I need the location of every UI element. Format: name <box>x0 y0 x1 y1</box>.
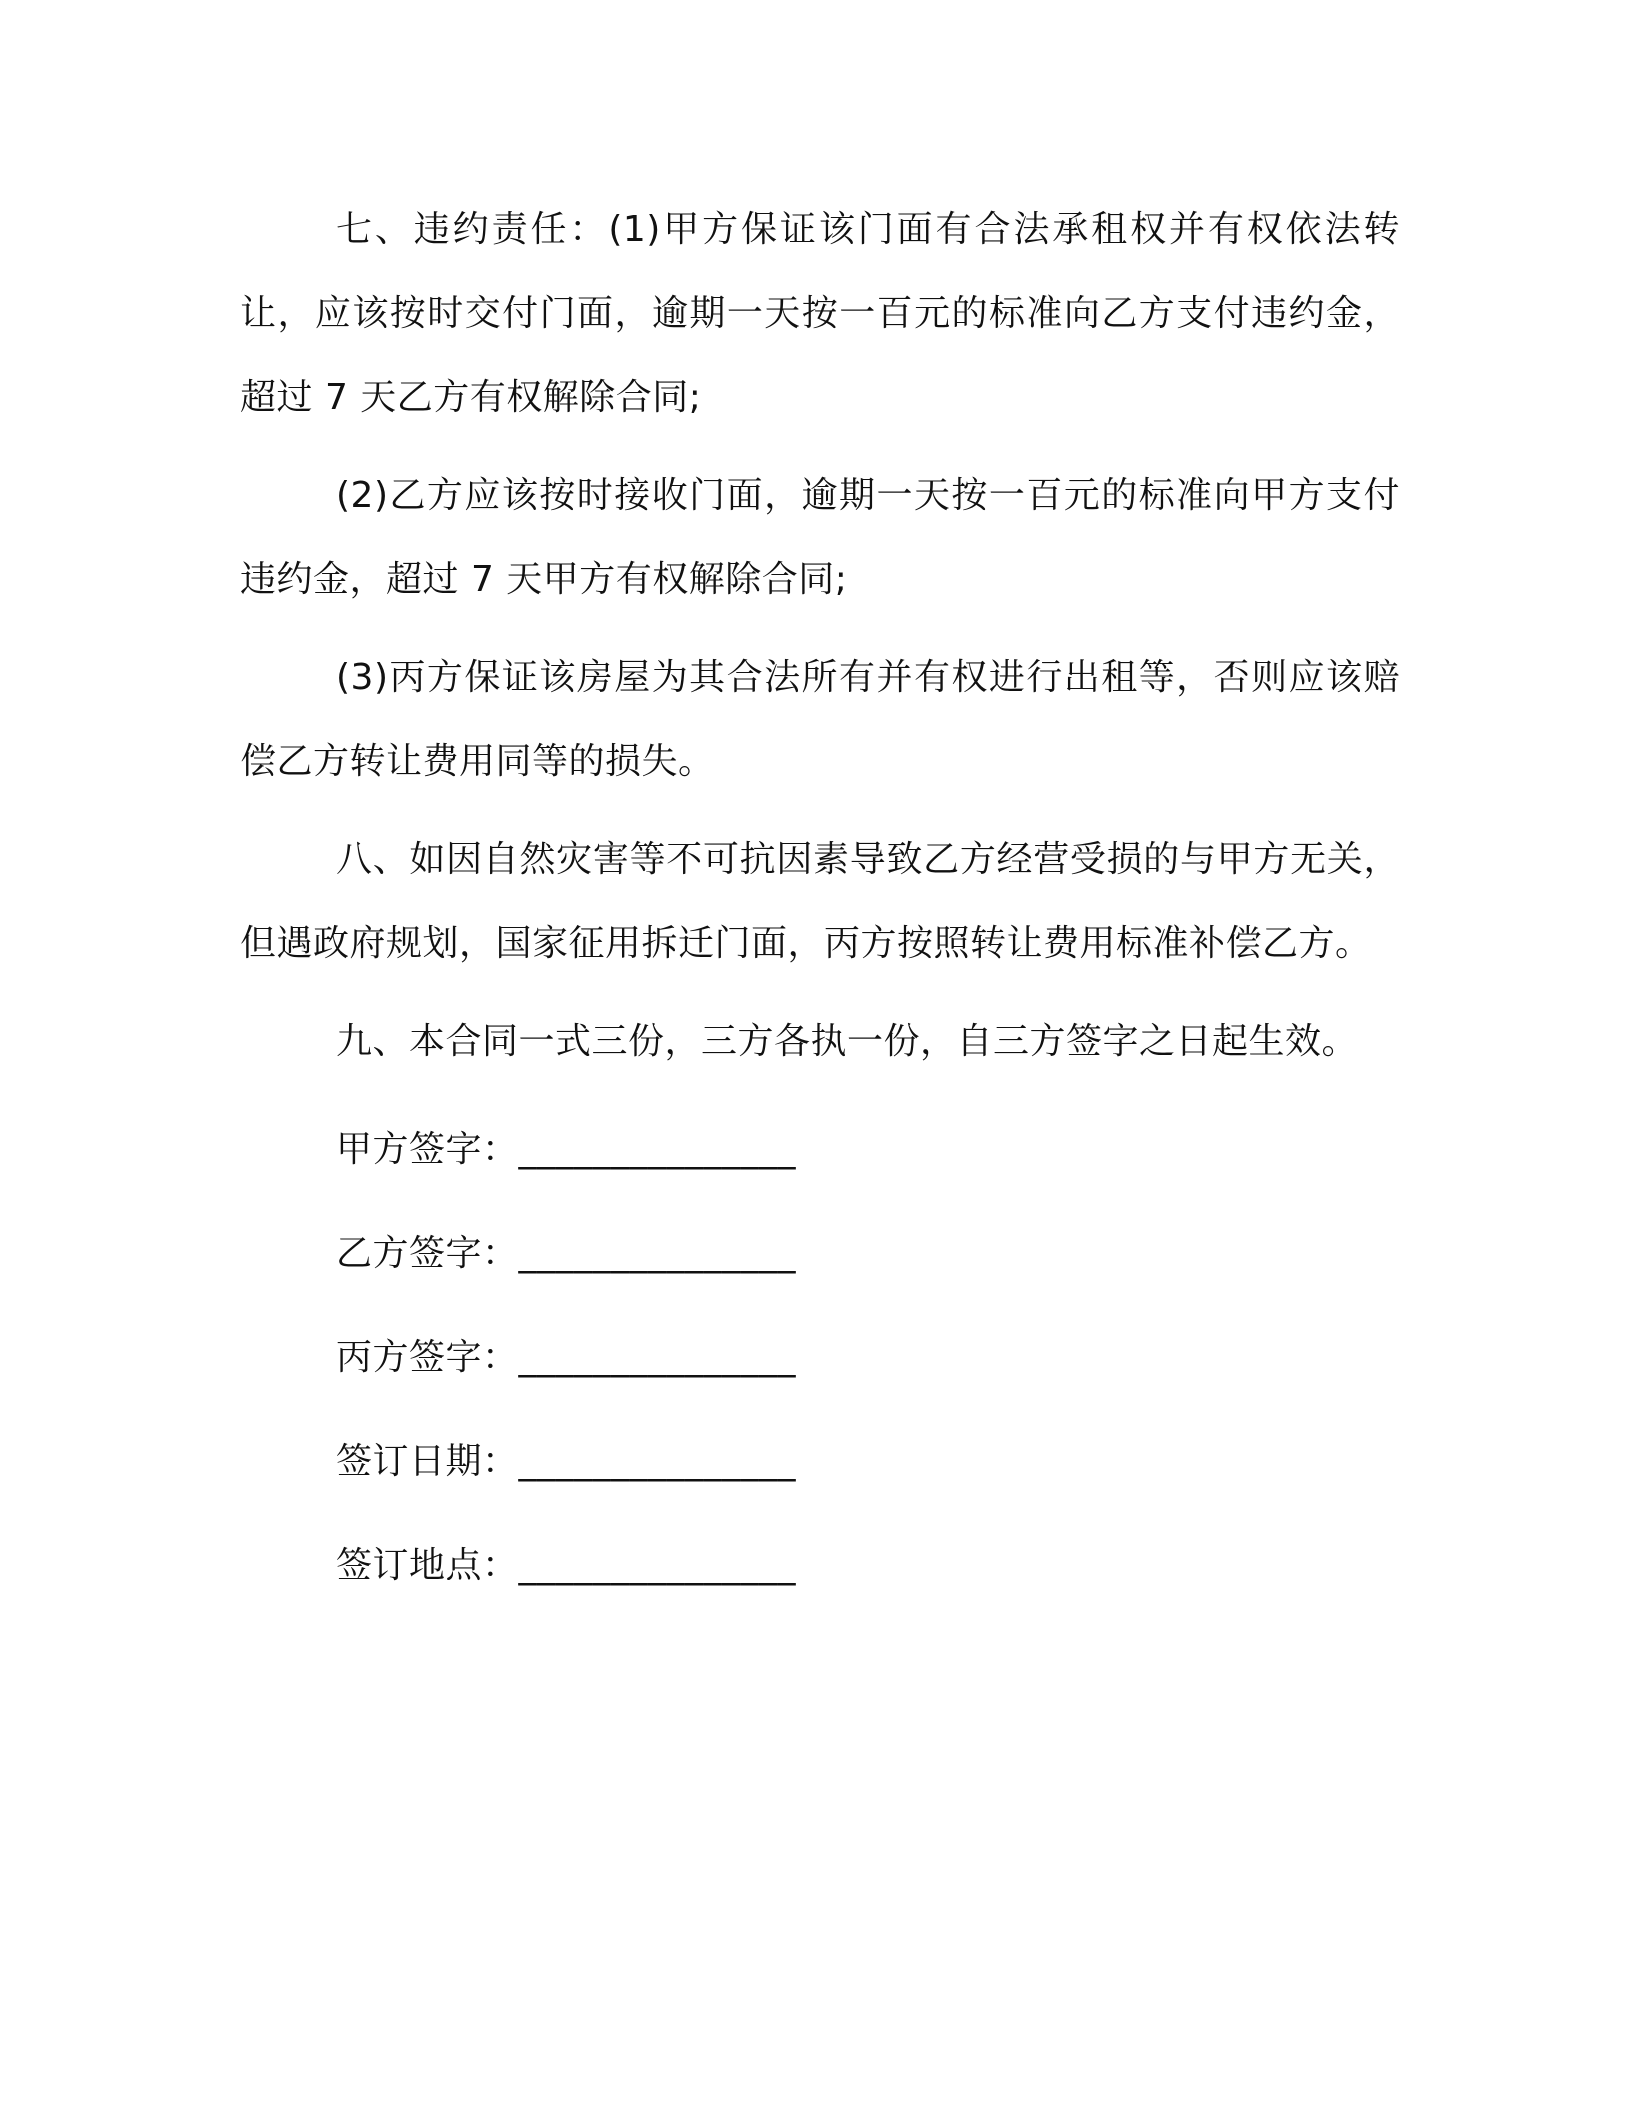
clause-8-force-majeure: 八、如因自然灾害等不可抗因素导致乙方经营受损的与甲方无关，但遇政府规划，国家征用拆迁门面，丙方按照转让费用标准补偿乙方。 <box>240 839 1400 964</box>
clause-9-effectiveness: 九、本合同一式三份，三方各执一份，自三方签字之日起生效。 <box>336 1021 1359 1062</box>
clause-7-item-2: (2)乙方应该按时接收门面，逾期一天按一百元的标准向甲方支付违约金，超过 7 天甲方有权解除合同; <box>240 475 1400 600</box>
signing-date-line <box>240 1410 1400 1514</box>
signing-place-line <box>240 1514 1400 1618</box>
signature-label: 丙方签字： <box>336 1337 519 1378</box>
clause-7-liability: 七、违约责任：(1)甲方保证该门面有合法承租权并有权依法转让，应该按时交付门面，逾期一天按一百元的标准向乙方支付违约金，超过 7 天乙方有权解除合同; <box>240 209 1400 418</box>
clause-7-item-3: (3)丙方保证该房屋为其合法所有并有权进行出租等，否则应该赔偿乙方转让费用同等的损失。 <box>240 657 1400 782</box>
signing-date-label: 签订日期： <box>336 1441 519 1482</box>
document-body <box>240 188 1400 1618</box>
signature-blank: _______________ <box>518 1337 797 1378</box>
signature-blank: _______________ <box>518 1233 797 1274</box>
signing-place-blank: _______________ <box>518 1545 797 1586</box>
signature-line-party-c <box>240 1306 1400 1410</box>
signature-line-party-a <box>240 1098 1400 1202</box>
signature-blank: _______________ <box>518 1129 797 1170</box>
signature-line-party-b <box>240 1202 1400 1306</box>
signing-date-blank: _______________ <box>518 1441 797 1482</box>
signature-label: 甲方签字： <box>336 1129 519 1170</box>
signature-block <box>240 1098 1400 1618</box>
signing-place-label: 签订地点： <box>336 1545 519 1586</box>
signature-label: 乙方签字： <box>336 1233 519 1274</box>
